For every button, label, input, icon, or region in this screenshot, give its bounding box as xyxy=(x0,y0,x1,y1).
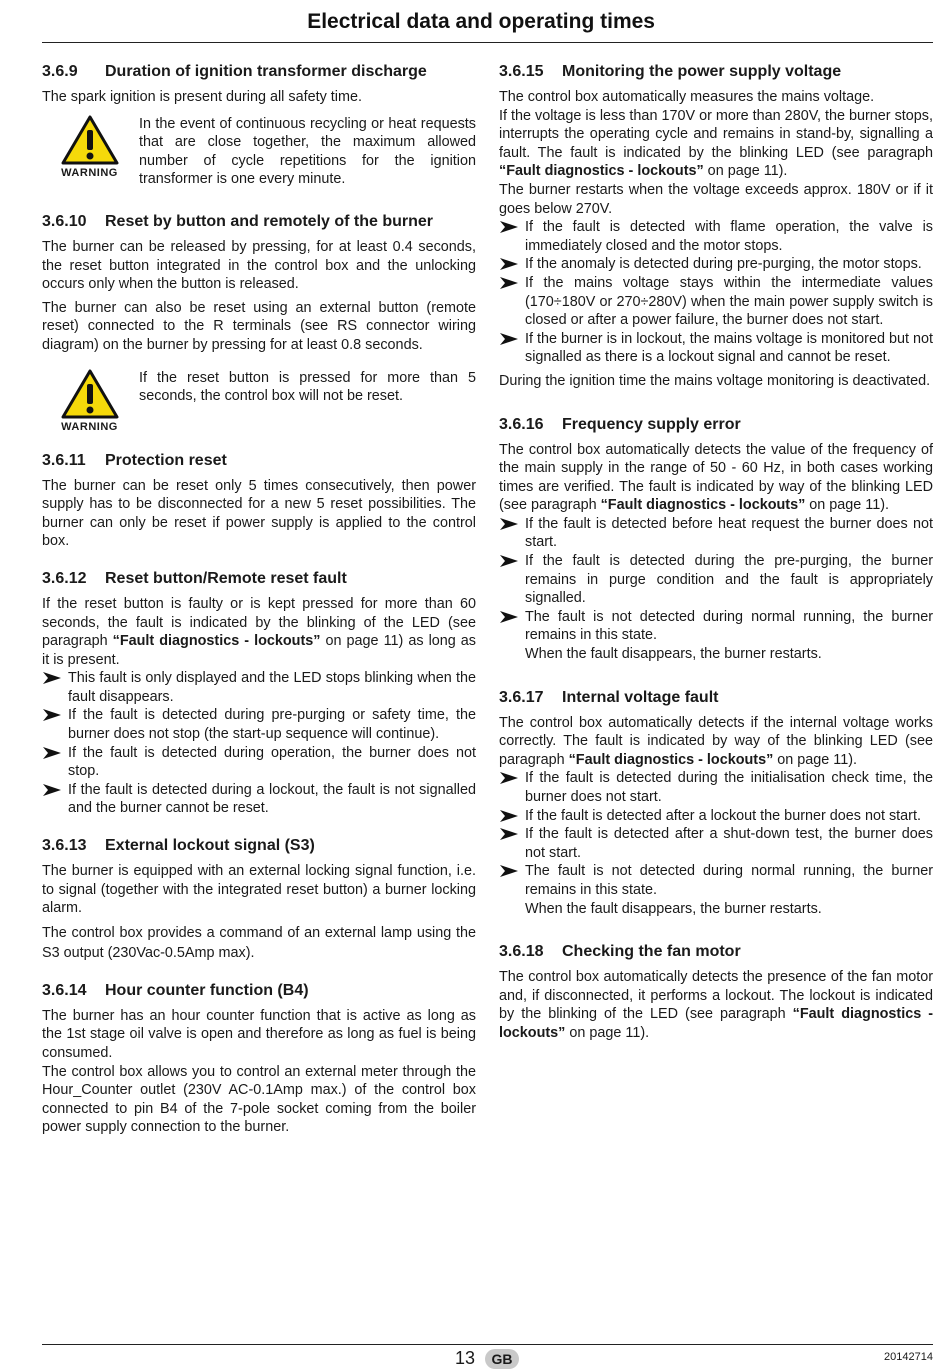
paragraph-text: If the reset button is faulty or is kept pressed for more than 60 seconds, the fault is indicated by the blinking of the LED (see paragraph xyxy=(42,595,476,650)
paragraph-text: If the voltage is less than 170V or more than 280V, the burner stops, interrupts the operating cycle and remains in stand-by, signalling a fault. The fault is indicated by the blinking LED (see paragraph xyxy=(499,107,933,161)
warning-box xyxy=(42,115,476,194)
list-item xyxy=(499,552,933,608)
document-code: 20142714 xyxy=(884,1351,933,1363)
section-title: Protection reset xyxy=(105,451,227,469)
section-title: Reset button/Remote reset fault xyxy=(105,569,347,587)
section-3-6-11 xyxy=(42,451,476,551)
section-title: Internal voltage fault xyxy=(562,688,719,706)
list-item-text: If the fault is detected during the pre-purging, the burner remains in purge condition and the fault is appropriately signalled. xyxy=(525,553,933,607)
section-title: Hour counter function (B4) xyxy=(105,981,309,999)
section-heading xyxy=(42,62,476,82)
list-item-text: If the fault is detected after a lockout the burner does not start. xyxy=(525,807,921,824)
paragraph-text: The control box automatically detects if the internal voltage works correctly. The fault is indicated by way of the blinking LED (see paragraph xyxy=(499,714,933,768)
list-item-text: The fault is not detected during normal running, the burner remains in this state. xyxy=(525,863,933,898)
list-item xyxy=(42,669,476,706)
list-item-text: If the fault is detected during pre-purging or safety time, the burner does not stop (the start-up sequence will continue). xyxy=(68,707,476,743)
list-item xyxy=(42,781,476,818)
paragraph: During the ignition time the mains voltage monitoring is deactivated. xyxy=(499,372,931,389)
section-number: 3.6.12 xyxy=(42,569,87,587)
fault-diagnostics-link[interactable]: “Fault diagnostics - lockouts” xyxy=(600,497,806,514)
footer-divider xyxy=(42,1344,933,1345)
fault-diagnostics-link[interactable]: “Fault diagnostics - lockouts” xyxy=(112,633,321,650)
section-title: Duration of ignition transformer discharge xyxy=(105,63,427,80)
arrow-bullet-icon xyxy=(499,770,519,786)
warning-text: If the reset button is pressed for more than 5 seconds, the control box will not be reset. xyxy=(139,369,476,405)
fault-diagnostics-link[interactable]: “Fault diagnostics - lockouts” xyxy=(568,751,774,768)
paragraph: The control box provides a command of an external lamp using the S3 output (230Vac-0.5Amp max). xyxy=(42,924,476,961)
warning-block xyxy=(42,115,137,179)
list-item xyxy=(499,807,933,826)
section-heading xyxy=(499,688,933,708)
paragraph: The control box automatically measures the mains voltage. xyxy=(499,89,875,105)
section-heading xyxy=(42,212,476,232)
arrow-bullet-icon xyxy=(42,745,62,761)
section-number: 3.6.17 xyxy=(499,688,544,706)
paragraph-text: on page 11). xyxy=(805,497,890,514)
bullet-list xyxy=(499,515,933,664)
section-title: Checking the fan motor xyxy=(562,943,741,961)
paragraph: The burner restarts when the voltage exceeds approx. 180V or if it goes below 270V. xyxy=(499,181,933,217)
list-item xyxy=(499,862,933,918)
list-item-text: If the fault is detected after a shut-down test, the burner does not start. xyxy=(525,826,933,861)
list-item xyxy=(499,769,933,806)
section-number: 3.6.9 xyxy=(42,63,78,80)
section-heading xyxy=(42,981,476,1001)
list-item-text: If the burner is in lockout, the mains voltage is monitored but not signalled as there is a lockout signal and cannot be reset. xyxy=(525,330,933,366)
paragraph xyxy=(499,441,933,515)
section-number: 3.6.16 xyxy=(499,415,544,433)
warning-text: In the event of continuous recycling or heat requests that are close together, the maximum allowed number of cycle repetitions for the ignition transformer is one every minute. xyxy=(139,115,476,188)
bullet-list xyxy=(42,669,476,818)
list-item-text: If the mains voltage stays within the intermediate values (170÷180V or 270÷280V) when the main power supply switch is closed or after a power failure, the burner does not start. xyxy=(525,274,933,329)
arrow-bullet-icon xyxy=(499,219,519,235)
arrow-bullet-icon xyxy=(499,808,519,824)
warning-box xyxy=(42,369,476,433)
paragraph-text: on page 11) as long as it is present. xyxy=(42,633,477,668)
language-badge: GB xyxy=(485,1349,519,1369)
arrow-bullet-icon xyxy=(499,826,519,842)
section-number: 3.6.15 xyxy=(499,63,544,80)
paragraph xyxy=(42,595,476,669)
section-number: 3.6.13 xyxy=(42,837,87,855)
section-heading xyxy=(42,569,476,589)
right-column xyxy=(499,62,933,1061)
arrow-bullet-icon xyxy=(42,707,62,723)
section-title: Reset by button and remotely of the burner xyxy=(105,212,434,230)
header-divider xyxy=(42,42,933,43)
section-number: 3.6.14 xyxy=(42,981,87,999)
section-3-6-16 xyxy=(499,415,933,664)
list-item-text: If the fault is detected during a lockout, the fault is not signalled and the burner cannot be reset. xyxy=(68,781,476,817)
list-item-text: If the fault is detected during operation, the burner does not stop. xyxy=(68,744,476,780)
section-3-6-9 xyxy=(42,62,476,194)
paragraph xyxy=(499,714,933,770)
arrow-bullet-icon xyxy=(499,331,519,347)
paragraph-text: on page 11). xyxy=(565,1024,650,1041)
section-number: 3.6.18 xyxy=(499,943,544,961)
paragraph: The control box allows you to control an external meter through the Hour_Counter outlet (230V AC-0.1Amp max.) of the control box connected to pin B4 of the 7-pole socket coming from the boiler power supply connection to the burner. xyxy=(42,1063,476,1136)
left-column xyxy=(42,62,476,1155)
paragraph: The burner can be released by pressing, for at least 0.4 seconds, the reset button integrated in the control box and the unlocking occurs only when the button is released. xyxy=(42,238,476,293)
paragraph-text: on page 11). xyxy=(773,751,858,768)
list-item xyxy=(499,330,933,367)
paragraph-text: on page 11). xyxy=(703,163,788,180)
list-item-text: If the fault is detected with flame operation, the valve is immediately closed and the motor stops. xyxy=(525,219,933,254)
paragraph: The burner can also be reset using an external button (remote reset) connected to the R terminals (see RS connector wiring diagram) on the burner by pressing for at least 0.8 seconds. xyxy=(42,299,476,353)
list-item-note: When the fault disappears, the burner restarts. xyxy=(525,646,822,663)
list-item-text: If the fault is detected before heat request the burner does not start. xyxy=(525,515,933,551)
paragraph: The burner has an hour counter function that is active as long as the 1st stage oil valve is open and therefore as long as fuel is being consumed. xyxy=(42,1007,476,1061)
warning-triangle-icon xyxy=(61,115,119,165)
page-number: 13 xyxy=(455,1348,476,1368)
arrow-bullet-icon xyxy=(42,670,62,686)
list-item xyxy=(499,608,933,664)
section-heading xyxy=(42,451,476,471)
warning-label: WARNING xyxy=(61,420,118,433)
section-title: Monitoring the power supply voltage xyxy=(562,63,842,80)
bullet-list xyxy=(499,218,933,367)
arrow-bullet-icon xyxy=(499,256,519,272)
paragraph xyxy=(499,968,933,1042)
paragraph: The spark ignition is present during all safety time. xyxy=(42,89,362,105)
warning-block xyxy=(42,369,137,433)
section-heading xyxy=(499,415,933,435)
list-item xyxy=(499,274,933,330)
paragraph: The burner can be reset only 5 times consecutively, then power supply has to be disconnected for a new 5 reset possibilities. The burner can only be reset if power supply is applied to the control box. xyxy=(42,477,476,550)
section-3-6-10 xyxy=(42,212,476,433)
section-number: 3.6.10 xyxy=(42,212,87,230)
list-item-text: This fault is only displayed and the LED stops blinking when the fault disappears. xyxy=(68,670,476,705)
list-item xyxy=(499,515,933,552)
list-item-text: If the anomaly is detected during pre-purging, the motor stops. xyxy=(525,256,922,273)
paragraph-text: The control box automatically detects the presence of the fan motor and, if disconnected, it performs a lockout. The lockout is indicated by the blinking of the LED (see paragraph xyxy=(499,969,933,1023)
section-heading xyxy=(42,836,476,856)
list-item xyxy=(499,218,933,255)
warning-triangle-icon xyxy=(61,369,119,419)
list-item-text: If the fault is detected during the initialisation check time, the burner does not start. xyxy=(525,770,933,805)
bullet-list xyxy=(499,769,933,918)
section-3-6-14 xyxy=(42,981,476,1137)
list-item xyxy=(42,706,476,743)
paragraph: The burner is equipped with an external locking signal function, i.e. to signal (together with the integrated reset button) a burner locking alarm. xyxy=(42,863,476,917)
list-item xyxy=(499,255,933,274)
paragraph-text: The control box automatically detects the value of the frequency of the main supply in the range of 50 - 60 Hz, in both cases working times are verified. The fault is indicated by way of the blinking LED (see paragraph xyxy=(499,441,933,514)
list-item xyxy=(42,744,476,781)
fault-diagnostics-link[interactable]: “Fault diagnostics - lockouts” xyxy=(499,163,704,180)
section-3-6-12 xyxy=(42,569,476,818)
list-item-note: When the fault disappears, the burner restarts. xyxy=(525,900,822,917)
section-3-6-18 xyxy=(499,942,933,1042)
section-3-6-15 xyxy=(499,62,933,391)
arrow-bullet-icon xyxy=(499,516,519,532)
arrow-bullet-icon xyxy=(499,609,519,625)
section-heading xyxy=(499,62,933,82)
paragraph xyxy=(499,107,933,181)
arrow-bullet-icon xyxy=(499,275,519,291)
section-3-6-17 xyxy=(499,688,933,919)
section-title: Frequency supply error xyxy=(562,415,741,433)
section-title: External lockout signal (S3) xyxy=(105,837,315,855)
list-item xyxy=(499,825,933,862)
fault-diagnostics-link[interactable]: “Fault diagnostics - lockouts” xyxy=(499,1006,933,1041)
section-3-6-13 xyxy=(42,836,476,963)
arrow-bullet-icon xyxy=(42,782,62,798)
warning-label: WARNING xyxy=(61,166,118,179)
arrow-bullet-icon xyxy=(499,863,519,879)
page-title: Electrical data and operating times xyxy=(307,10,655,33)
list-item-text: The fault is not detected during normal running, the burner remains in this state. xyxy=(525,608,933,644)
arrow-bullet-icon xyxy=(499,553,519,569)
section-heading xyxy=(499,942,933,962)
section-number: 3.6.11 xyxy=(42,451,86,469)
